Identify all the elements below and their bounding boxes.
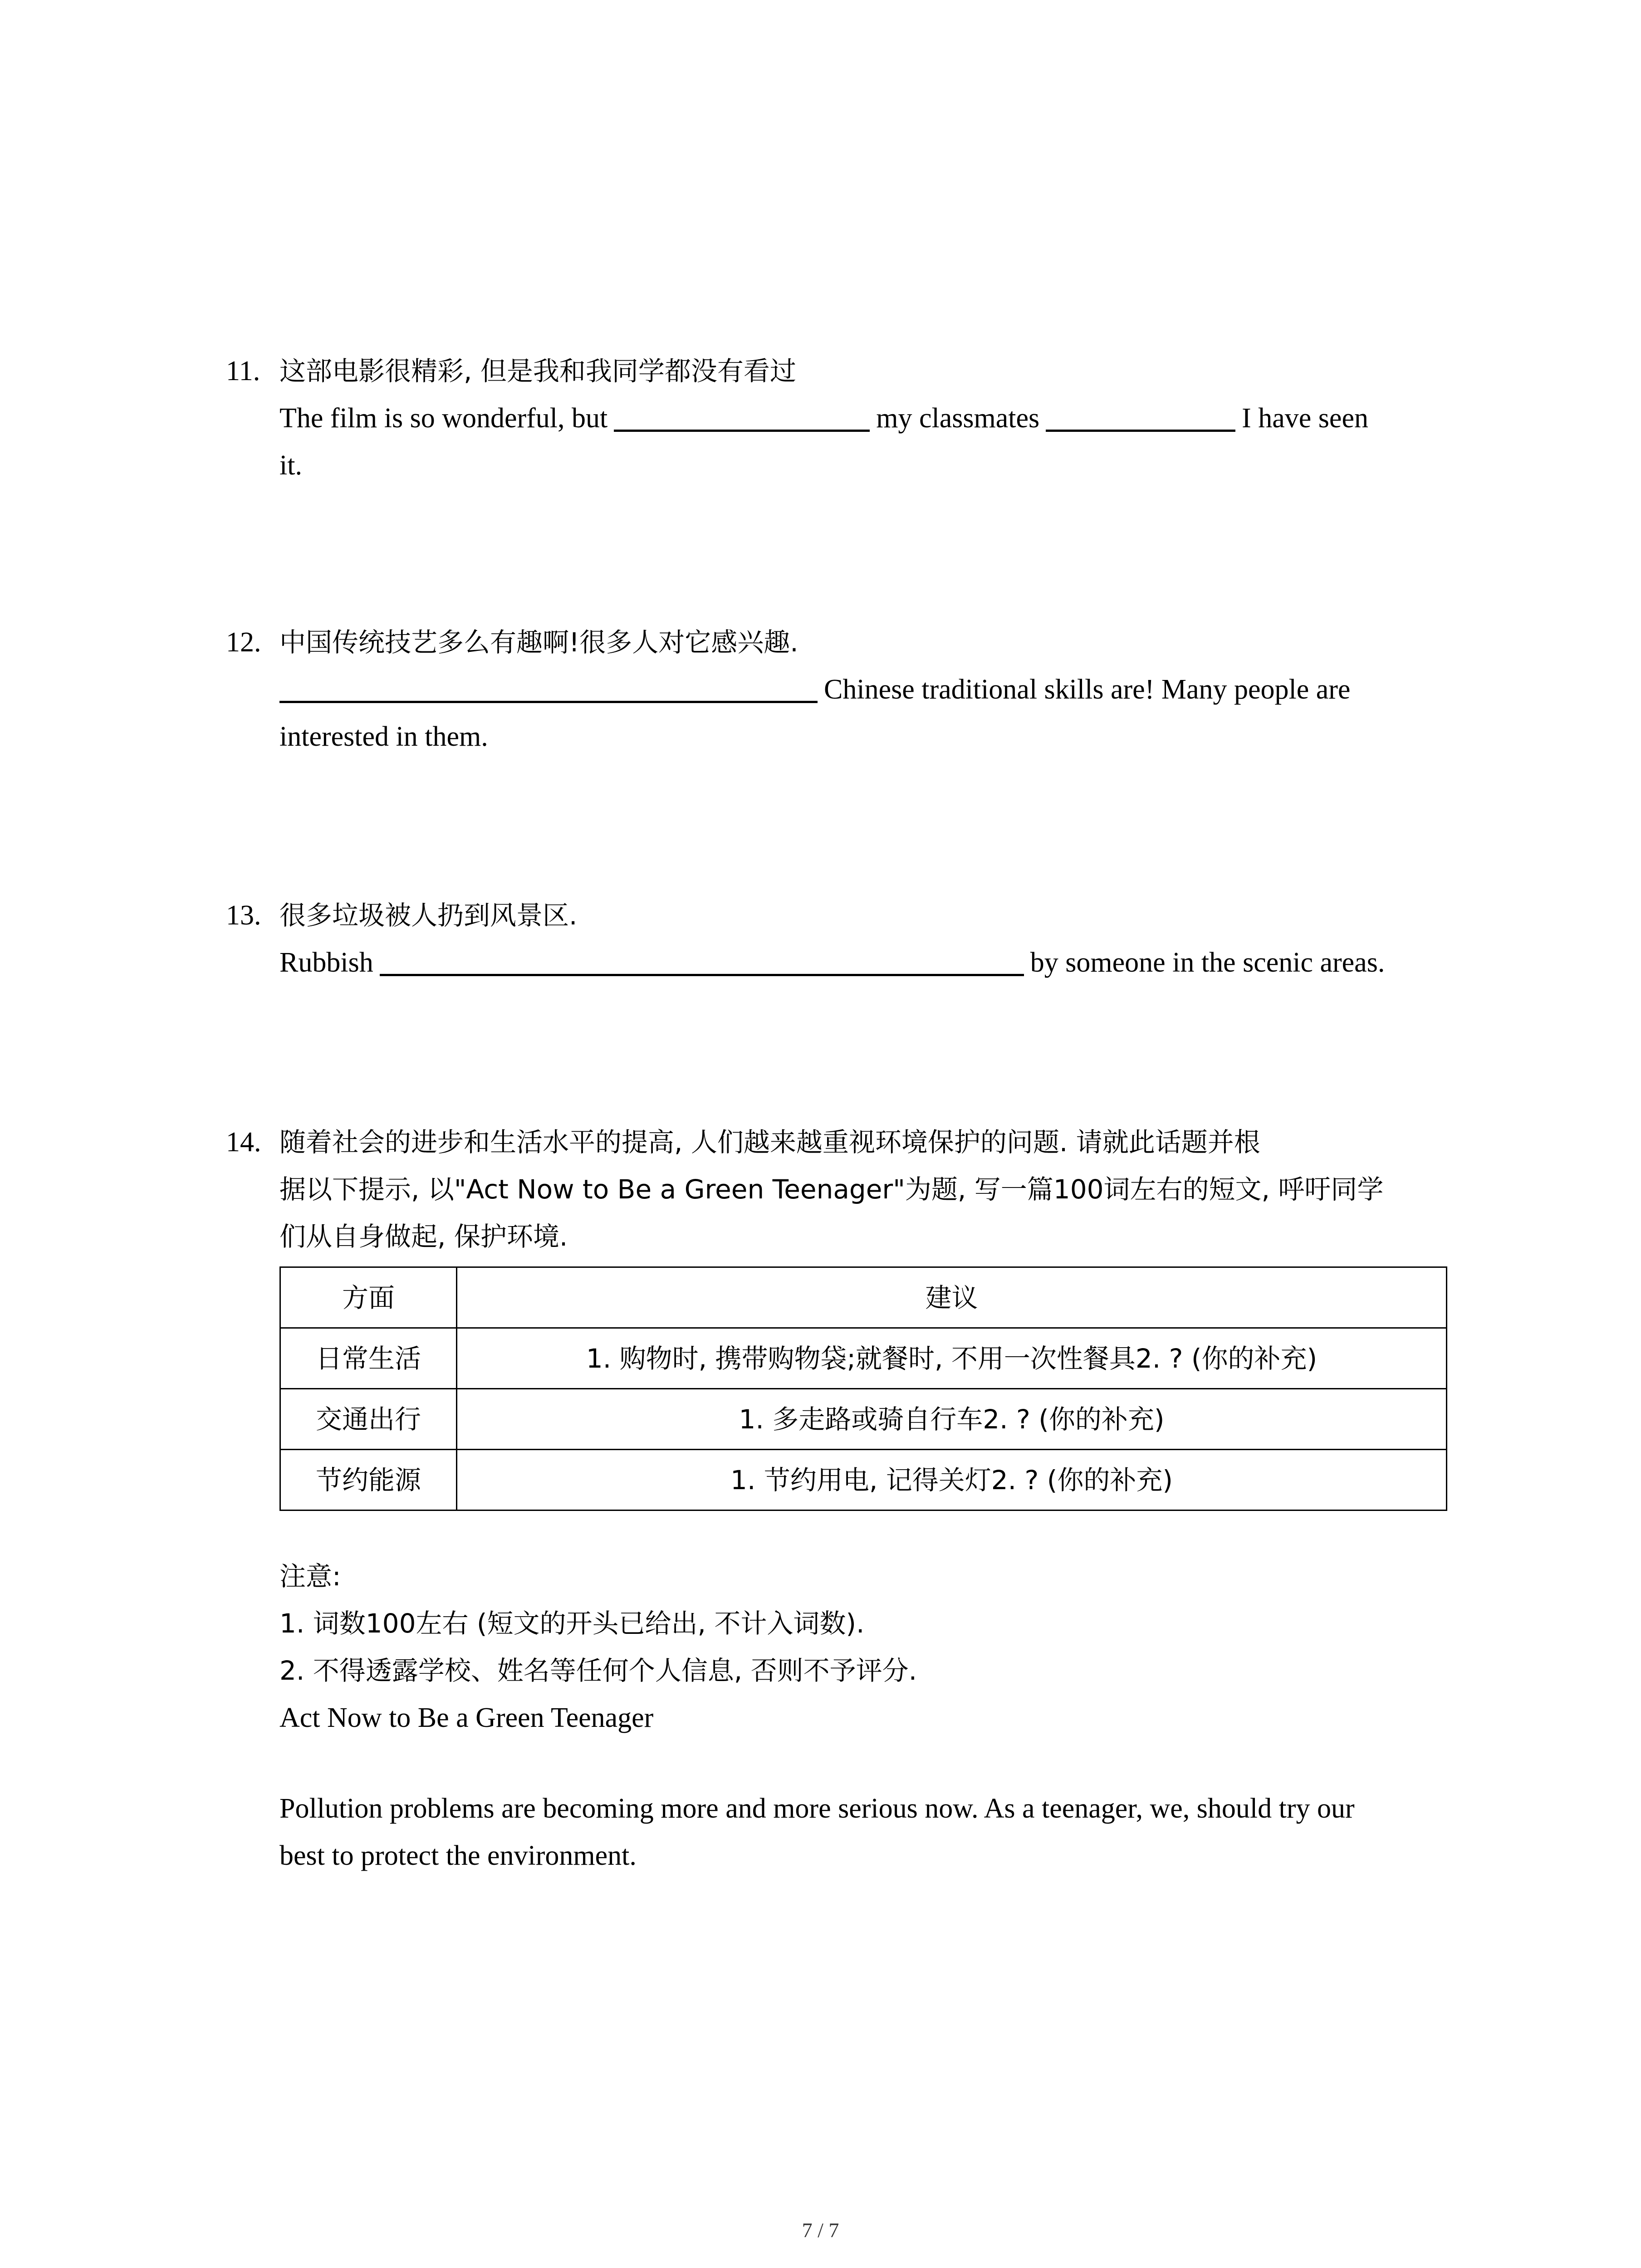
table-row xyxy=(280,1450,1447,1510)
answer-blank-2[interactable] xyxy=(1046,402,1235,432)
essay-opening-line: best to protect the environment. xyxy=(279,1840,637,1871)
table-header-cell: 建议 xyxy=(457,1267,1447,1328)
table-cell-suggestion: 1. 节约用电, 记得关灯2. ? (你的补充) xyxy=(457,1450,1447,1510)
table-header-cell: 方面 xyxy=(280,1267,457,1328)
question-english-text: by someone in the scenic areas. xyxy=(1030,947,1385,978)
note-item: 1. 词数100左右 (短文的开头已给出, 不计入词数). xyxy=(279,1608,865,1639)
table-cell-suggestion: 1. 购物时, 携带购物袋;就餐时, 不用一次性餐具2. ? (你的补充) xyxy=(457,1328,1447,1389)
question-11 xyxy=(226,347,1451,489)
question-english-text: Rubbish xyxy=(279,947,373,978)
table-cell-aspect: 日常生活 xyxy=(280,1328,457,1389)
answer-blank-1[interactable] xyxy=(279,674,818,703)
question-12 xyxy=(226,619,1451,760)
question-english-text: I have seen xyxy=(1242,403,1368,434)
writing-prompt-line-3: 们从自身做起, 保护环境. xyxy=(279,1221,568,1252)
table-row xyxy=(280,1328,1447,1389)
question-chinese-text: 中国传统技艺多么有趣啊!很多人对它感兴趣. xyxy=(279,627,798,658)
writing-prompt-line-1: 随着社会的进步和生活水平的提高, 人们越来越重视环境保护的问题. 请就此话题并根 xyxy=(279,1127,1260,1158)
question-number: 11. xyxy=(226,356,260,386)
answer-blank-1[interactable] xyxy=(380,947,1024,976)
question-english-text: The film is so wonderful, but xyxy=(279,403,608,434)
question-number: 13. xyxy=(226,900,261,931)
question-number: 12. xyxy=(226,627,261,658)
table-row xyxy=(280,1389,1447,1450)
table-cell-aspect: 交通出行 xyxy=(280,1389,457,1450)
question-number: 14. xyxy=(226,1127,261,1158)
table-header-row xyxy=(280,1267,1447,1328)
question-english-text: Chinese traditional skills are! Many people are xyxy=(824,674,1351,705)
notes-title: 注意: xyxy=(279,1561,341,1592)
table-cell-suggestion: 1. 多走路或骑自行车2. ? (你的补充) xyxy=(457,1389,1447,1450)
question-13 xyxy=(226,892,1451,986)
table-cell-aspect: 节约能源 xyxy=(280,1450,457,1510)
page-number: 7 / 7 xyxy=(802,2219,839,2242)
writing-prompt-line-2: 据以下提示, 以"Act Now to Be a Green Teenager"为题, 写一篇100词左右的短文, 呼吁同学 xyxy=(279,1174,1384,1205)
question-chinese-text: 这部电影很精彩, 但是我和我同学都没有看过 xyxy=(279,356,796,386)
essay-title: Act Now to Be a Green Teenager xyxy=(279,1702,654,1733)
question-14 xyxy=(226,1119,1451,1879)
question-english-text: it. xyxy=(279,450,302,481)
suggestion-table xyxy=(279,1266,1447,1511)
essay-opening-line: Pollution problems are becoming more and more serious now. As a teenager, we, should try our xyxy=(279,1793,1355,1824)
question-english-text: my classmates xyxy=(876,403,1040,434)
answer-blank-1[interactable] xyxy=(614,402,870,432)
question-chinese-text: 很多垃圾被人扔到风景区. xyxy=(279,900,578,931)
note-item: 2. 不得透露学校、姓名等任何个人信息, 否则不予评分. xyxy=(279,1655,917,1686)
question-english-text: interested in them. xyxy=(279,721,488,752)
